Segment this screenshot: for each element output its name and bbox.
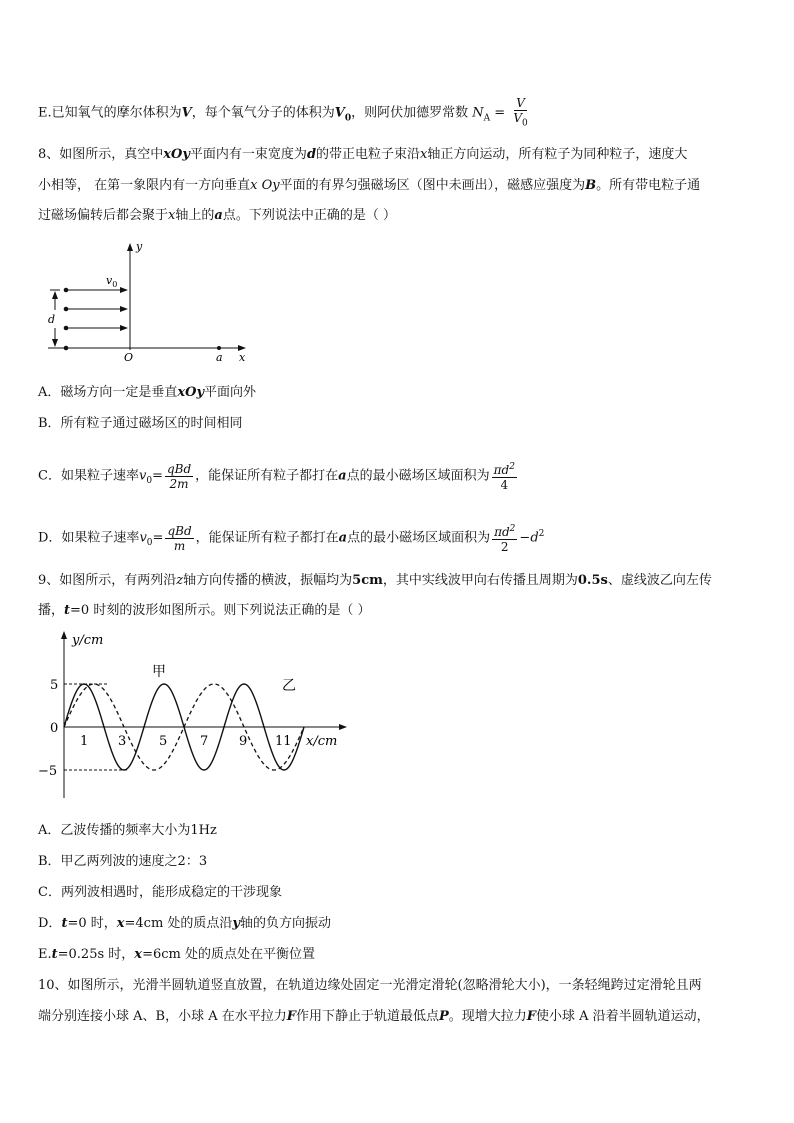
q9-x-tick-3: 3 [118, 734, 127, 749]
q8-option-c: C．如果粒子速率$v_0=$ $\frac{\text{qBd}}{2m}$ ，能保证所有粒子都打在a点的最小磁场区域面积为 $\frac{\pi d^2}{4}$ [38, 461, 515, 492]
q9-y-tick-5: 5 [50, 678, 59, 693]
q8-c-speed-fraction: $\frac{\text{qBd}}{2m}$ [166, 461, 192, 491]
q8-particle-dot [64, 288, 69, 293]
q9-wave-figure [34, 628, 364, 800]
q9-option-e: E.t=0.25s 时，x=6cm 处的质点处在平衡位置 [38, 947, 315, 962]
q8-particle-dot [64, 326, 69, 331]
q8-figure [40, 240, 260, 365]
q9-y-label: y/cm [72, 633, 104, 648]
q8-particle-dot [64, 307, 69, 312]
q8-particle-dot [64, 346, 69, 351]
q9-y-tick-0: 0 [50, 721, 59, 736]
q9-option-c: C．两列波相遇时，能形成稳定的干涉现象 [38, 885, 282, 900]
q9-wave-yi-label: 乙 [282, 678, 296, 694]
q8-option-a: A．磁场方向一定是垂直xOy平面向外 [38, 385, 257, 400]
q9-stem-line1: 9、如图所示，有两列沿z轴方向传播的横波，振幅均为5cm，其中实线波甲向右传播且周期为0.5s、虚线波乙向左传 [38, 573, 712, 588]
q7-option-e: E.已知氧气的摩尔体积为V，每个氧气分子的体积为$V_0$，则阿伏加德罗常数 $N_A$ = $\frac{V}{V_0}$ [38, 96, 528, 129]
q10-stem-line1: 10、如图所示，光滑半圆轨道竖直放置，在轨道边缘处固定一光滑定滑轮(忽略滑轮大小)，一条轻绳跨过定滑轮且两 [38, 978, 702, 993]
q9-x-tick-5: 5 [159, 734, 168, 749]
q9-option-b: B．甲乙两列波的速度之2：3 [38, 854, 208, 869]
q8-x-label: x [239, 351, 246, 364]
q8-origin-label: O [124, 351, 134, 364]
q8-y-label: y [136, 240, 143, 253]
avogadro-fraction: $\frac{V}{V_0}$ [513, 96, 528, 129]
q9-y-tick-neg5: −5 [38, 764, 58, 779]
q8-c-area-fraction: $\frac{\pi d^2}{4}$ [493, 462, 515, 492]
q8-stem-line2: 小相等， 在第一象限内有一方向垂直x Oy平面的有界匀强磁场区（图中未画出），磁感应强度为B。所有带电粒子通 [38, 178, 701, 193]
q9-option-d: D．t=0 时，x=4cm 处的质点沿y轴的负方向振动 [38, 916, 331, 931]
q9-x-tick-11: 11 [275, 734, 292, 749]
q8-d-speed-fraction: $\frac{\text{qBd}}{m}$ [167, 523, 192, 553]
q9-wave-jia-label: 甲 [152, 664, 166, 680]
q9-x-tick-7: 7 [200, 734, 209, 749]
q10-stem-line2: 端分别连接小球 A、B，小球 A 在水平拉力F作用下静止于轨道最低点P。现增大拉力F使小球 A 沿着半圆轨道运动， [38, 1009, 710, 1024]
q8-d-area-fraction: $\frac{\pi d^2}{2}$ [494, 524, 516, 554]
q9-x-label: x/cm [306, 734, 338, 749]
q8-d-label: d [48, 313, 56, 326]
q8-point-a-label: a [216, 351, 223, 364]
q8-stem-line1: 8、如图所示，真空中xOy平面内有一束宽度为d的带正电粒子束沿x轴正方向运动，所有粒子为同种粒子，速度大 [38, 147, 688, 162]
q9-x-tick-1: 1 [80, 734, 89, 749]
q9-x-tick-9: 9 [239, 734, 248, 749]
q9-option-a: A．乙波传播的频率大小为1Hz [38, 823, 217, 838]
q8-option-b: B．所有粒子通过磁场区的时间相同 [38, 416, 243, 431]
q8-option-d: D．如果粒子速率$v_0=$ $\frac{\text{qBd}}{m}$ ，能保证所有粒子都打在a点的最小磁场区域面积为 $\frac{\pi d^2}{2}$ $-d^2$ [38, 523, 545, 554]
q9-stem-line2: 播，t=0 时刻的波形如图所示。则下列说法正确的是（ ） [38, 603, 371, 618]
q8-point-a [217, 346, 221, 350]
q8-stem-line3: 过磁场偏转后都会聚于x轴上的a点。下列说法中正确的是（ ） [38, 208, 396, 223]
q8-v0-label: $v_0$ [106, 274, 118, 289]
